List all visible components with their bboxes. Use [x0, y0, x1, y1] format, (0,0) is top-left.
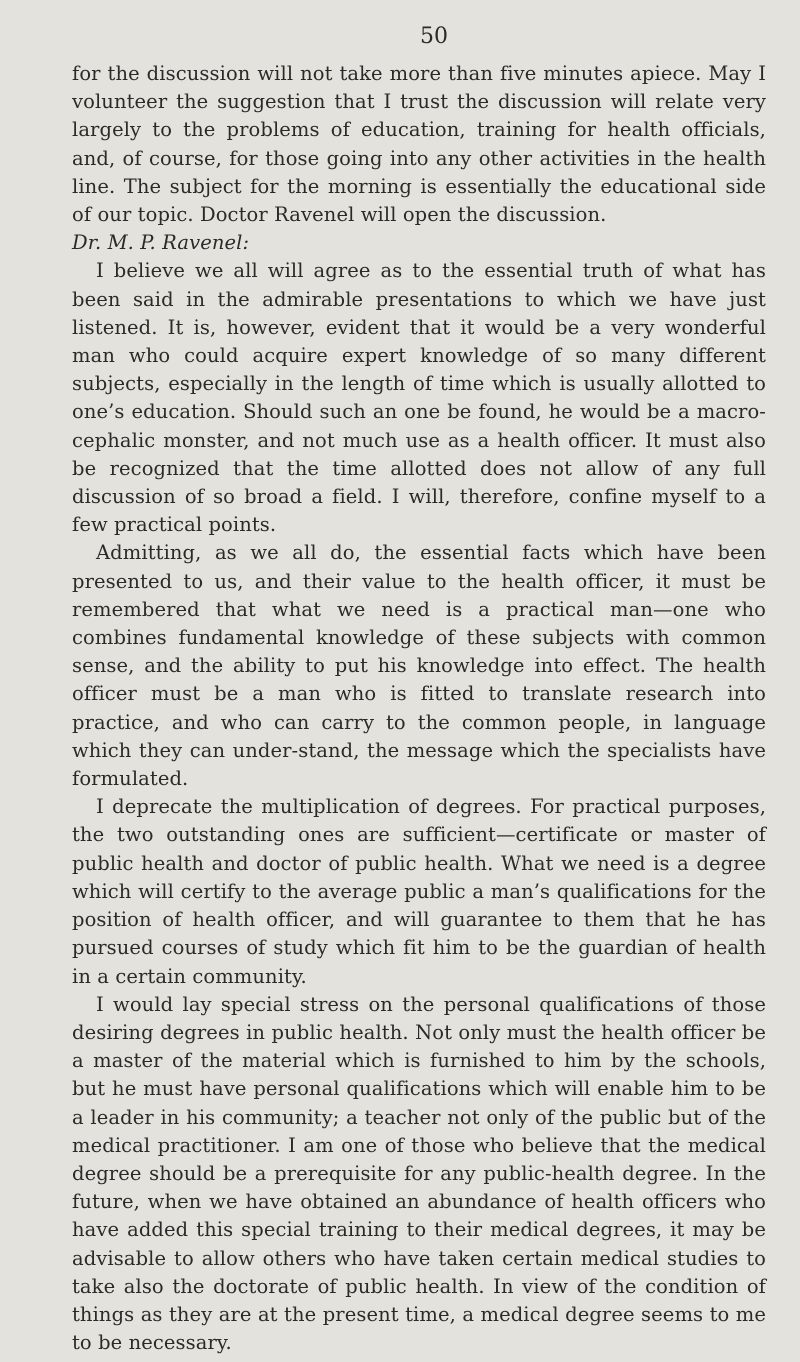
paragraph-1: I believe we all will agree as to the essential truth of what has been said in the admirable presentations to which we have just listened. It is, however, evident that it would be a very wonderful man who could acquire expert knowledge of so many different subjects, especially in the length of time which is usually allotted to one’s education. Should such an one be found, he would be a macro-cephalic monster, and not much use as a health officer. It must also be recognized that the time allotted does not allow of any full discussion of so broad a field. I will, therefore, confine myself to a few practical points. — [72, 259, 766, 537]
body-text — [72, 60, 766, 1357]
speaker-heading: Dr. M. P. Ravenel: — [72, 231, 250, 255]
paragraph-3: I deprecate the multiplication of degrees. For practical purposes, the two outstanding ones are sufficient—certificate or master of public health and doctor of public health. What we need is a degree which will certify to the average public a man’s qualifications for the position of health officer, and will guarantee to them that he has pursued courses of study which fit him to be the guardian of health in a certain community. — [72, 795, 766, 988]
paragraph-4: I would lay special stress on the personal qualifications of those desiring degrees in public health. Not only must the health officer be a master of the material which is furnished to him by the schools, but he must have personal qualifications which will enable him to be a leader in his community; a teacher not only of the public but of the medical practitioner. I am one of those who believe that the medical degree should be a prerequisite for any public-health degree. In the future, when we have obtained an abundance of health officers who have added this special training to their medical degrees, it may be advisable to allow others who have taken certain medical studies to take also the doctorate of public health. In view of the condition of things as they are at the present time, a medical degree seems to me to be necessary. — [72, 992, 766, 1355]
intro-paragraph: for the discussion will not take more than five minutes apiece. May I volunteer the suggestion that I trust the discussion will relate very largely to the problems of education, training for health officials, and, of course, for those going into any other activities in the health line. The subject for the morning is essentially the educational side of our topic. Doctor Ravenel will open the discussion. — [72, 62, 766, 227]
page-number: 50 — [420, 24, 448, 49]
paragraph-2: Admitting, as we all do, the essential facts which have been presented to us, and their value to the health officer, it must be remembered that what we need is a practical man—one who combines fundamental knowledge of these subjects with common sense, and the ability to put his knowledge into effect. The health officer must be a man who is fitted to translate research into practice, and who can carry to the common people, in language which they can under-stand, the message which the specialists have formulated. — [72, 541, 766, 791]
